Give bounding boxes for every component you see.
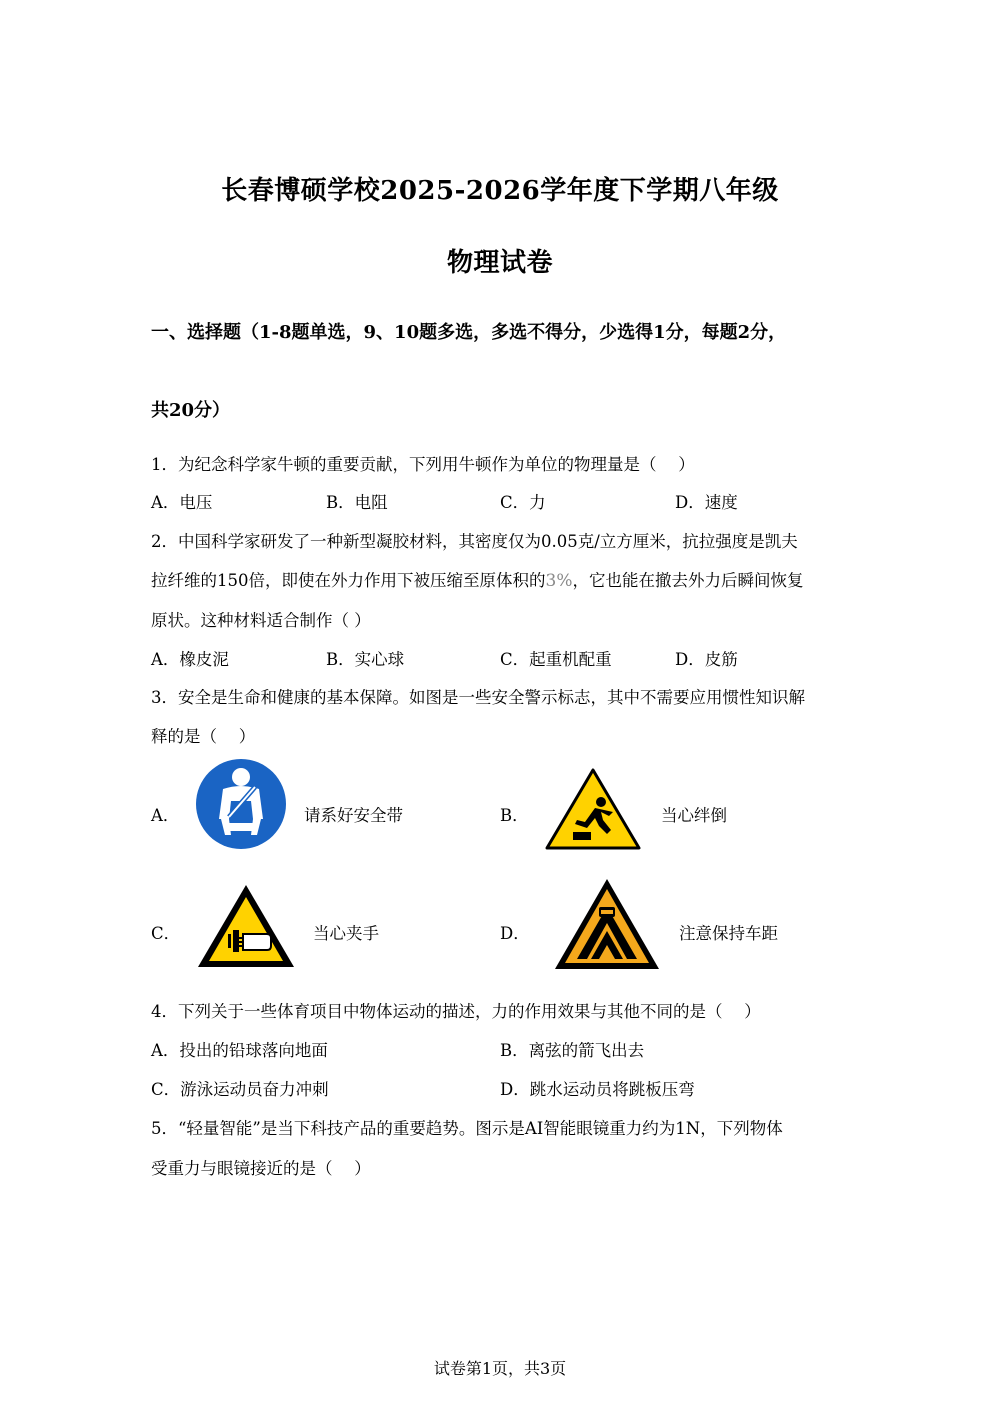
q3-option-b-label: 当心绊倒: [661, 806, 727, 825]
q4-option-b: B．离弦的箭飞出去: [500, 1041, 645, 1060]
hand-pinch-sign-icon: [195, 882, 297, 970]
q3-stem-line1: 3．安全是生命和健康的基本保障。如图是一些安全警示标志，其中不需要应用惯性知识解: [151, 688, 805, 707]
q3-option-c-letter: C．: [151, 924, 181, 943]
section-heading-line1: 一、选择题（1-8题单选，9、10题多选，多选不得分，少选得1分，每题2分，: [151, 322, 787, 343]
q4-option-d: D．跳水运动员将跳板压弯: [500, 1080, 695, 1099]
exam-title-line2: 物理试卷: [446, 248, 553, 278]
q2-percent: 3%: [545, 571, 573, 591]
q1-option-b: B．电阻: [326, 493, 388, 512]
q3-option-d-label: 注意保持车距: [679, 924, 778, 943]
page-footer: 试卷第1页，共3页: [433, 1359, 567, 1378]
q2-option-c: C．起重机配重: [500, 650, 612, 669]
q2-option-b: B．实心球: [326, 650, 405, 669]
q2-option-a: A．橡皮泥: [151, 650, 229, 669]
q3-option-a-label: 请系好安全带: [304, 806, 403, 825]
q3-stem-line2: 释的是（ ）: [151, 727, 256, 746]
keep-distance-sign-icon: [553, 877, 661, 971]
q5-stem-line1: 5．“轻量智能”是当下科技产品的重要趋势。图示是AI智能眼镜重力约为1N，下列物体: [151, 1119, 783, 1138]
q2-stem-line1: 2．中国科学家研发了一种新型凝胶材料，其密度仅为0.05克/立方厘米，抗拉强度是凯夫: [151, 532, 798, 551]
q1-stem: 1．为纪念科学家牛顿的重要贡献，下列用牛顿作为单位的物理量是（ ）: [151, 455, 695, 474]
q2-stem-line3: 原状。这种材料适合制作（ ）: [151, 611, 371, 630]
q4-stem: 4．下列关于一些体育项目中物体运动的描述，力的作用效果与其他不同的是（ ）: [151, 1002, 761, 1021]
q3-option-a-letter: A．: [151, 806, 180, 825]
q3-option-d-letter: D．: [500, 924, 530, 943]
q4-option-c: C．游泳运动员奋力冲刺: [151, 1080, 329, 1099]
q1-option-c: C．力: [500, 493, 546, 512]
q1-option-d: D．速度: [675, 493, 738, 512]
seatbelt-sign-icon: [195, 757, 287, 851]
q2-stem-line2: [151, 567, 871, 591]
q2-option-d: D．皮筋: [675, 650, 738, 669]
q5-stem-line2: 受重力与眼镜接近的是（ ）: [151, 1159, 371, 1178]
exam-title-line1: 长春博硕学校2025-2026学年度下学期八年级: [221, 176, 779, 206]
q4-option-a: A．投出的铅球落向地面: [151, 1041, 328, 1060]
q3-option-c-label: 当心夹手: [313, 924, 379, 943]
q2-stem-line2-a: 拉纤维的150倍，即使在外力作用下被压缩至原体积的: [151, 571, 546, 590]
q3-option-b-letter: B．: [500, 806, 529, 825]
q1-option-a: A．电压: [151, 493, 213, 512]
trip-hazard-sign-icon: [545, 768, 641, 850]
q2-stem-line2-b: ，它也能在撤去外力后瞬间恢复: [572, 571, 804, 590]
section-heading-line2: 共20分）: [151, 400, 231, 421]
